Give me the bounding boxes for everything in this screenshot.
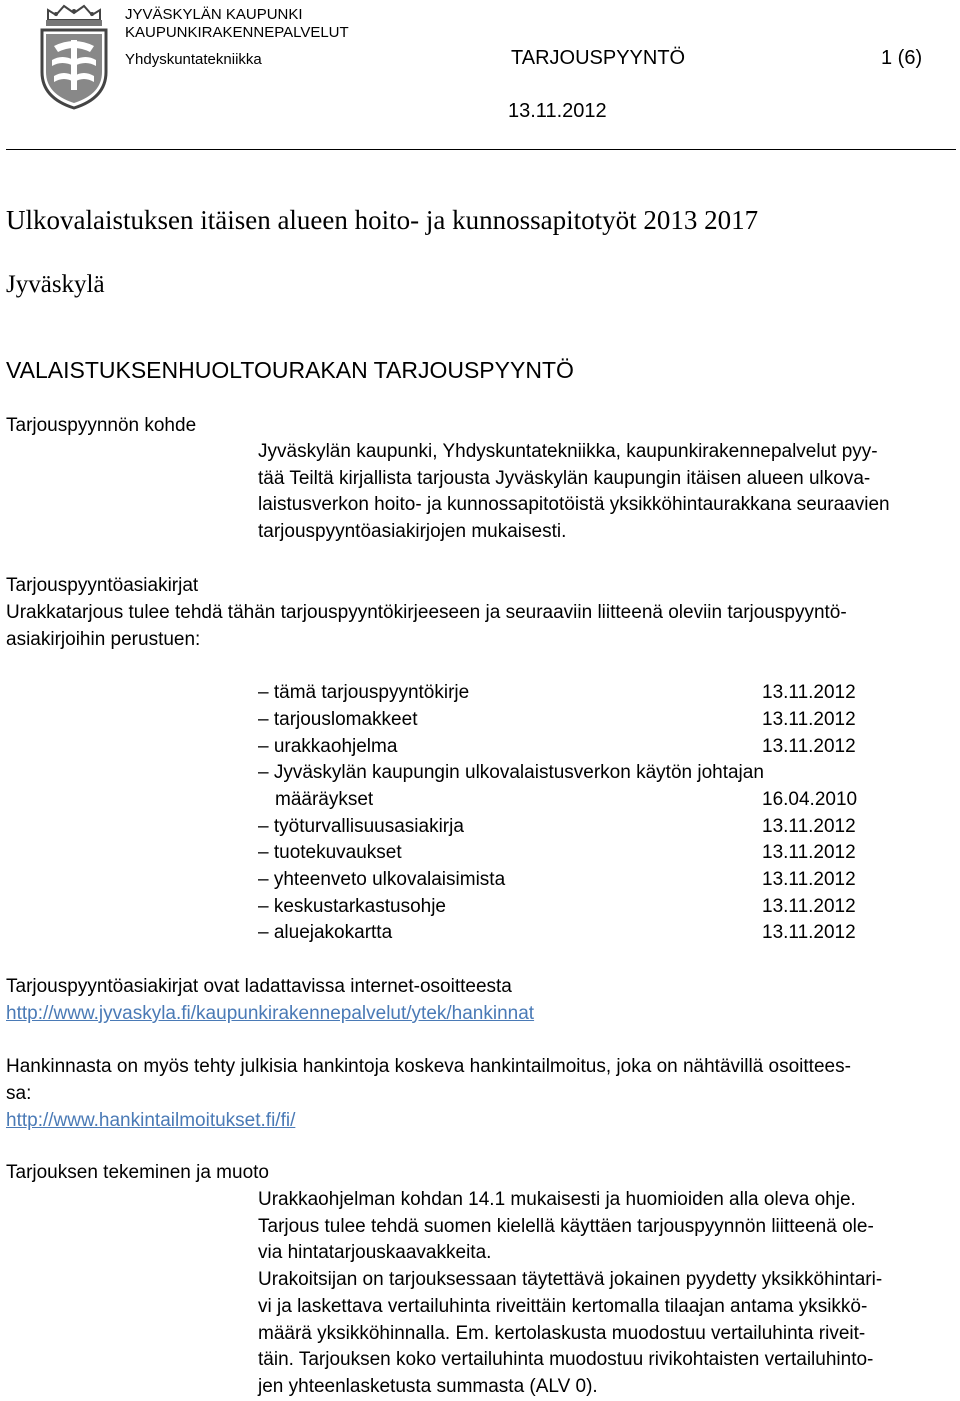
doc-list-item: – urakkaohjelma bbox=[258, 736, 398, 757]
section-label-asiakirjat: Tarjouspyyntöasiakirjat bbox=[6, 575, 199, 596]
org-name: JYVÄSKYLÄN KAUPUNKI bbox=[125, 6, 303, 23]
doc-list-date: 13.11.2012 bbox=[762, 736, 856, 757]
doc-list-date: 13.11.2012 bbox=[762, 709, 856, 730]
download-text: Tarjouspyyntöasiakirjat ovat ladattavissa internet-osoitteesta bbox=[6, 976, 512, 997]
text-line: Tarjous tulee tehdä suomen kielellä käyttäen tarjouspyynnön liitteenä ole- bbox=[258, 1215, 874, 1237]
doc-list-item: – yhteenveto ulkovalaisimista bbox=[258, 869, 506, 890]
text-line: täin. Tarjouksen koko vertailuhinta muodostuu rivikohtaisten vertailuhinto- bbox=[258, 1349, 874, 1371]
asiakirjat-intro bbox=[6, 600, 847, 653]
text-line: vi ja laskettava vertailuhinta riveittäin kertomalla tilaajan antama yksikkö- bbox=[258, 1295, 868, 1317]
kohde-paragraph bbox=[258, 439, 890, 546]
section-label-tekeminen: Tarjouksen tekeminen ja muoto bbox=[6, 1162, 269, 1183]
doc-list-date: 16.04.2010 bbox=[762, 789, 858, 810]
section-label-kohde: Tarjouspyynnön kohde bbox=[6, 415, 197, 436]
text-line: laistusverkon hoito- ja kunnossapitotöistä yksikköhintaurakkana seuraavien bbox=[258, 494, 890, 516]
download-link[interactable]: http://www.jyvaskyla.fi/kaupunkirakennepalvelut/ytek/hankinnat bbox=[6, 1003, 535, 1024]
text-line: Urakkaohjelman kohdan 14.1 mukaisesti ja huomioiden alla oleva ohje. bbox=[258, 1189, 856, 1210]
text-line: via hintatarjouskaavakkeita. bbox=[258, 1242, 492, 1264]
doc-list-date: 13.11.2012 bbox=[762, 816, 856, 837]
text-line: Urakkatarjous tulee tehdä tähän tarjouspyyntökirjeeseen ja seuraaviin liitteenä oleviin tarjouspyyntö- bbox=[6, 602, 847, 623]
page-subtitle: Jyväskylä bbox=[6, 271, 105, 298]
doc-list-date: 13.11.2012 bbox=[762, 922, 856, 943]
page-number: 1 (6) bbox=[881, 47, 923, 69]
doc-heading: VALAISTUKSENHUOLTOURAKAN TARJOUSPYYNTÖ bbox=[6, 357, 574, 383]
notice-paragraph bbox=[6, 1054, 851, 1107]
text-line: asiakirjoihin perustuen: bbox=[6, 628, 201, 650]
text-line: jen yhteenlasketusta summasta (ALV 0). bbox=[258, 1375, 598, 1397]
text-line: määrä yksikköhinnalla. Em. kertolaskusta muodostuu vertailuhinta riveit- bbox=[258, 1322, 866, 1344]
page-title: Ulkovalaistuksen itäisen alueen hoito- ja kunnossapitotyöt 2013 2017 bbox=[6, 205, 759, 235]
text-line: sa: bbox=[6, 1082, 32, 1104]
doc-date: 13.11.2012 bbox=[508, 100, 607, 122]
notice-link[interactable]: http://www.hankintailmoitukset.fi/fi/ bbox=[6, 1110, 296, 1131]
doc-list-date: 13.11.2012 bbox=[762, 842, 856, 863]
coat-of-arms-icon bbox=[34, 2, 114, 112]
org-department: KAUPUNKIRAKENNEPALVELUT bbox=[125, 24, 349, 41]
text-line: Hankinnasta on myös tehty julkisia hankintoja koskeva hankintailmoitus, joka on nähtävillä osoittees- bbox=[6, 1056, 851, 1077]
header-divider bbox=[6, 149, 956, 150]
doc-list-item: – tarjouslomakkeet bbox=[258, 709, 418, 730]
doc-list-date: 13.11.2012 bbox=[762, 869, 856, 890]
doc-list-item: – aluejakokartta bbox=[258, 922, 393, 943]
tekeminen-paragraph bbox=[258, 1187, 882, 1401]
doc-list-item: – tämä tarjouspyyntökirje bbox=[258, 682, 470, 703]
doc-list-item-continued: määräykset bbox=[275, 789, 374, 810]
org-unit: Yhdyskuntatekniikka bbox=[125, 51, 262, 68]
text-line: tää Teiltä kirjallista tarjousta Jyväskylän kaupungin itäisen alueen ulkova- bbox=[258, 467, 871, 489]
doc-list-date: 13.11.2012 bbox=[762, 682, 856, 703]
doc-list-item: – keskustarkastusohje bbox=[258, 896, 446, 917]
doc-list-item: – Jyväskylän kaupungin ulkovalaistusverkon käytön johtajan bbox=[258, 762, 764, 783]
doc-type: TARJOUSPYYNTÖ bbox=[511, 47, 686, 69]
text-line: tarjouspyyntöasiakirjojen mukaisesti. bbox=[258, 521, 567, 543]
doc-list-item: – työturvallisuusasiakirja bbox=[258, 816, 464, 837]
doc-list-date: 13.11.2012 bbox=[762, 896, 856, 917]
doc-list-item: – tuotekuvaukset bbox=[258, 842, 402, 863]
text-line: Urakoitsijan on tarjouksessaan täytettävä jokainen pyydetty yksikköhintari- bbox=[258, 1269, 883, 1291]
text-line: Jyväskylän kaupunki, Yhdyskuntatekniikka, kaupunkirakennepalvelut pyy- bbox=[258, 441, 878, 462]
